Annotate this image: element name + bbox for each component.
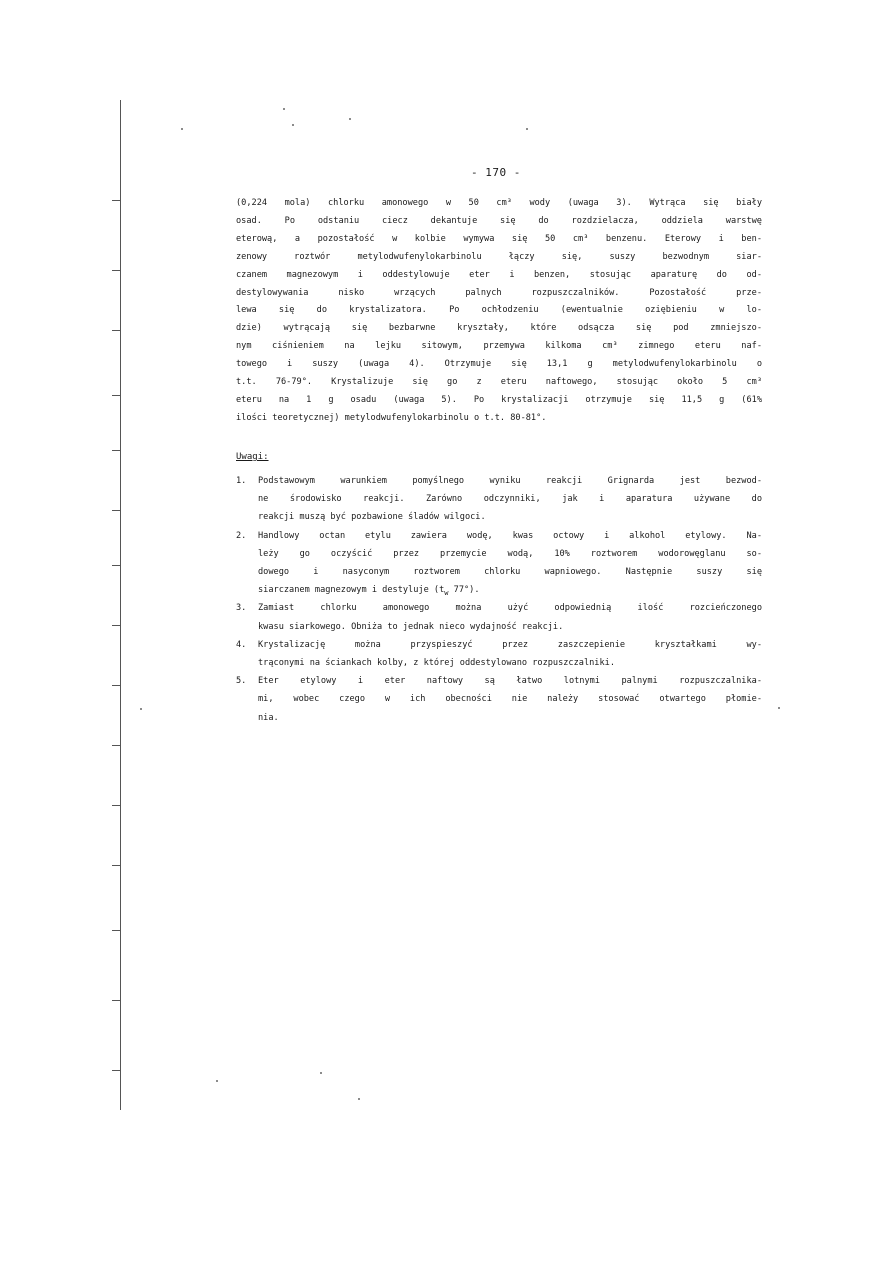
body-line: eterową, a pozostałość w kolbie wymywa się 50 cm³ benzenu. Eterowy i ben-: [236, 233, 762, 244]
body-line: destylowywania nisko wrzących palnych rozpuszczalników. Pozostałość prze-: [236, 287, 762, 298]
note-item: [236, 599, 762, 635]
note-number: 1.: [236, 476, 247, 486]
note-item: [236, 672, 762, 727]
binding-mark: [112, 930, 121, 1001]
body-line: osad. Po odstaniu ciecz dekantuje się do rozdzielacza, oddziela warstwę: [236, 215, 762, 226]
body-line: eteru na 1 g osadu (uwaga 5). Po krystalizacji otrzymuje się 11,5 g (61%: [236, 394, 762, 405]
notes-list: [236, 472, 762, 727]
binding-mark: [112, 565, 121, 626]
scan-speck: [526, 128, 528, 130]
binding-marks: [112, 100, 124, 1110]
note-line: dowego i nasyconym roztworem chlorku wapniowego. Następnie suszy się: [258, 567, 762, 578]
subscript: w: [444, 589, 449, 598]
note-number: 4.: [236, 639, 247, 650]
note-line: Eter etylowy i eter naftowy są łatwo lotnymi palnymi rozpuszczalnika-: [258, 676, 762, 687]
note-item: [236, 472, 762, 527]
note-number: 2.: [236, 530, 247, 541]
scan-speck: [140, 708, 142, 710]
scan-speck: [358, 1098, 360, 1100]
body-line: czanem magnezowym i oddestylowuje eter i benzen, stosując aparaturę do od-: [236, 269, 762, 280]
binding-mark: [112, 625, 121, 686]
note-line: mi, wobec czego w ich obecności nie należy stosować otwartego płomie-: [258, 694, 762, 705]
binding-mark: [112, 510, 121, 566]
body-line: ilości teoretycznej) metylodwufenylokarbinolu o t.t. 80-81°.: [236, 412, 547, 423]
note-line: nia.: [258, 712, 279, 723]
note-line: ne środowisko reakcji. Zarówno odczynniki, jak i aparatura używane do: [258, 494, 762, 505]
body-paragraph: [236, 195, 762, 428]
body-line: t.t. 76-79°. Krystalizuje się go z eteru naftowego, stosując około 5 cm³: [236, 377, 762, 388]
scan-speck: [216, 1080, 218, 1082]
body-line: towego i suszy (uwaga 4). Otrzymuje się 13,1 g metylodwufenylokarbinolu o: [236, 359, 762, 370]
note-line: trąconymi na ściankach kolby, z której oddestylowano rozpuszczalniki.: [258, 658, 615, 669]
binding-mark: [112, 745, 121, 806]
note-line: Zamiast chlorku amonowego można użyć odpowiednią ilość rozcieńczonego: [258, 603, 762, 614]
note-line: reakcji muszą być pozbawione śladów wilgoci.: [258, 512, 486, 523]
page-number: - 170 -: [471, 166, 521, 179]
scan-speck: [778, 707, 780, 709]
body-line: dzie) wytrącają się bezbarwne kryształy, które odsącza się pod zmniejszo-: [236, 323, 762, 334]
binding-mark: [112, 100, 121, 201]
scan-speck: [320, 1072, 322, 1074]
binding-mark: [112, 330, 121, 396]
scan-speck: [349, 118, 351, 120]
note-line: [258, 581, 762, 599]
note-line: leży go oczyścić przez przemycie wodą, 10% roztworem wodorowęglanu so-: [258, 548, 762, 559]
binding-mark: [112, 805, 121, 866]
note-text: 77°).: [448, 585, 480, 596]
notes-heading: Uwagi:: [236, 452, 269, 462]
note-item: [236, 636, 762, 672]
note-line: kwasu siarkowego. Obniża to jednak nieco wydajność reakcji.: [258, 621, 564, 632]
binding-mark: [112, 685, 121, 746]
binding-mark: [112, 1000, 121, 1071]
binding-mark: [112, 200, 121, 271]
binding-mark: [112, 865, 121, 931]
binding-mark: [112, 450, 121, 511]
note-number: 5.: [236, 676, 247, 687]
scan-speck: [292, 124, 294, 126]
body-line: lewa się do krystalizatora. Po ochłodzeniu (ewentualnie oziębieniu w lo-: [236, 305, 762, 316]
scan-speck: [283, 108, 285, 110]
note-item: [236, 527, 762, 600]
note-line: Krystalizację można przyspieszyć przez zaszczepienie kryształkami wy-: [258, 639, 762, 650]
note-number: 3.: [236, 603, 247, 614]
note-line: Handlowy octan etylu zawiera wodę, kwas octowy i alkohol etylowy. Na-: [258, 530, 762, 541]
body-line: nym ciśnieniem na lejku sitowym, przemywa kilkoma cm³ zimnego eteru naf-: [236, 341, 762, 352]
body-line: zenowy roztwór metylodwufenylokarbinolu łączy się, suszy bezwodnym siar-: [236, 251, 762, 262]
note-line: Podstawowym warunkiem pomyślnego wyniku reakcji Grignarda jest bezwod-: [258, 476, 762, 486]
binding-mark: [112, 1070, 121, 1110]
scan-speck: [181, 128, 183, 130]
binding-mark: [112, 270, 121, 331]
binding-mark: [112, 395, 121, 451]
note-text: siarczanem magnezowym i destyluje (t: [258, 585, 445, 596]
body-line: (0,224 mola) chlorku amonowego w 50 cm³ wody (uwaga 3). Wytrąca się biały: [236, 198, 762, 208]
